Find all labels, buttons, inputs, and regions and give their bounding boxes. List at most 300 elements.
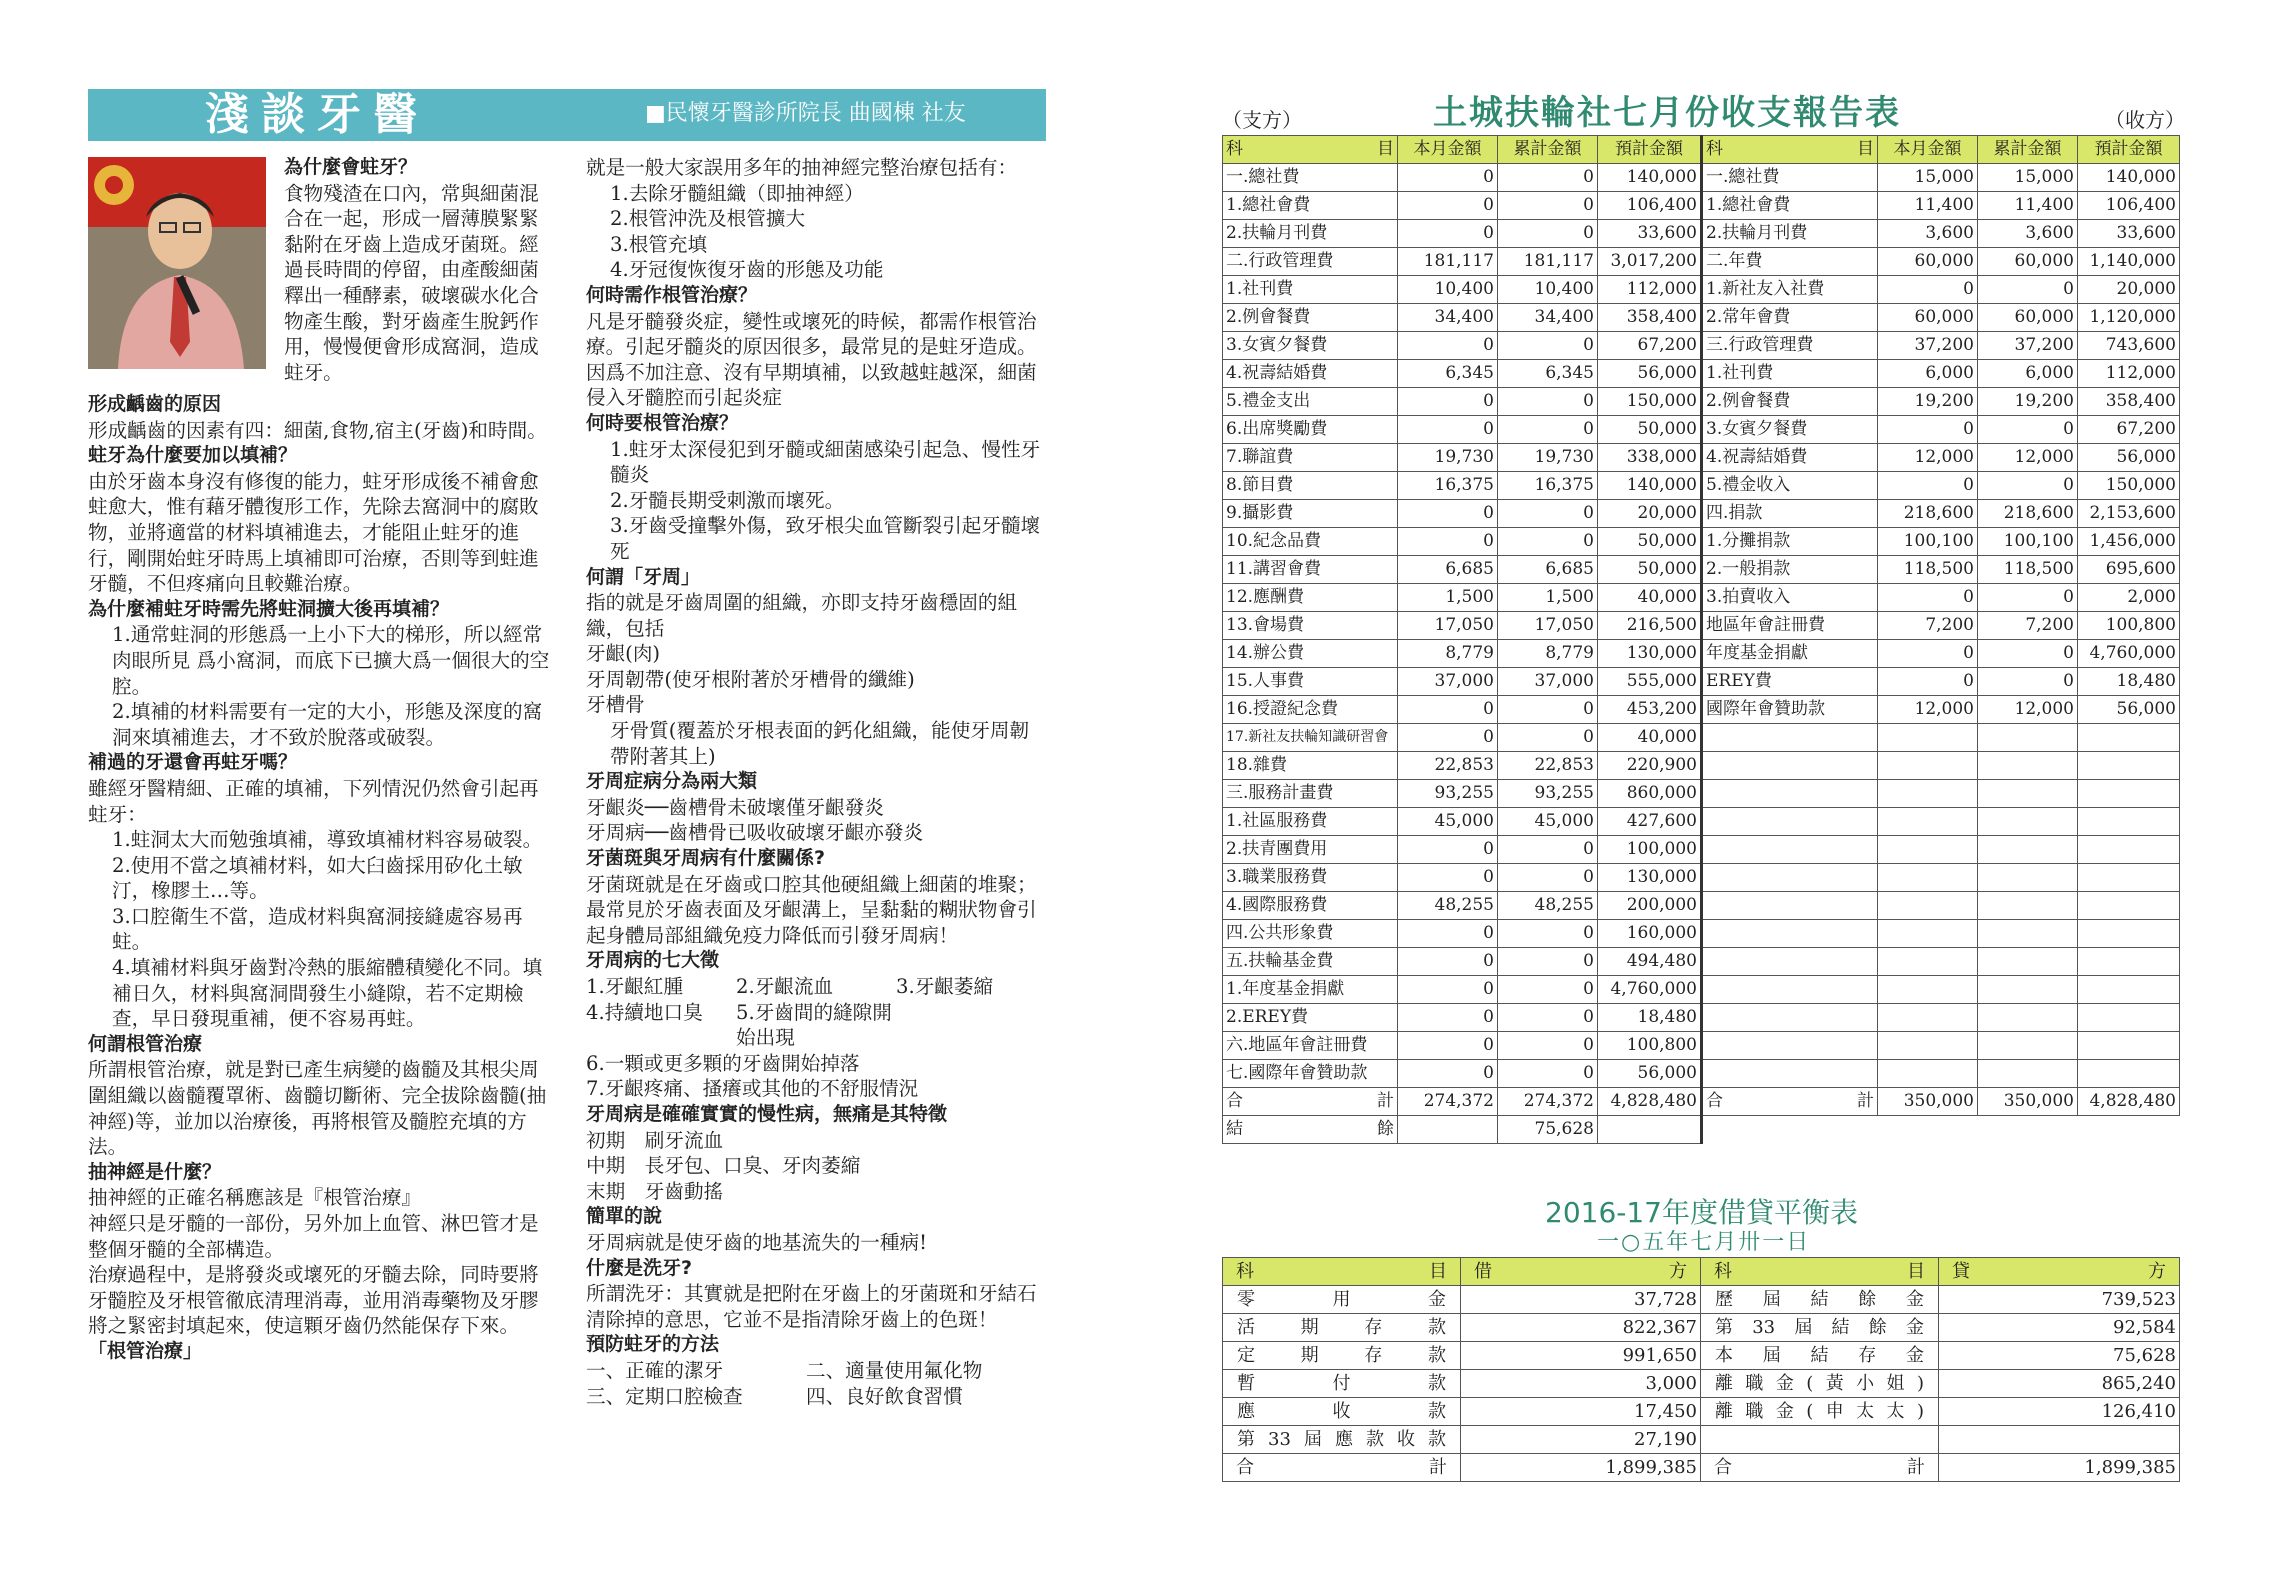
income-cumulative: 0 [1978,584,2078,612]
list-item: 3.口腔衛生不當，造成材料與窩洞接縫處容易再蛀。 [112,904,523,954]
list-item: 3.根管充填 [610,232,708,256]
list-item: 4.牙冠復恢復牙齒的形態及功能 [610,258,884,282]
income-label: （收方） [2105,108,2185,132]
expense-budget: 860,000 [1598,780,1702,808]
income-budget: 2,153,600 [2078,500,2180,528]
article-heading: 牙周症病分為兩大類 [586,770,758,793]
table-row [1223,724,2180,752]
income-budget: 2,000 [2078,584,2180,612]
article-paragraph: 牙周病就是使牙齒的地基流失的一種病! [586,1230,927,1254]
expense-budget: 200,000 [1598,892,1702,920]
income-cumulative: 60,000 [1978,304,2078,332]
expense-budget: 33,600 [1598,220,1702,248]
expense-cumulative: 0 [1498,724,1598,752]
income-month: 37,200 [1878,332,1978,360]
list-row [586,1358,1048,1384]
expense-item: 1.社區服務費 [1223,808,1398,836]
expense-item: 12.應酬費 [1223,584,1398,612]
income-month: 0 [1878,668,1978,696]
income-expense-table [1222,135,2180,1144]
expense-month: 0 [1398,920,1498,948]
income-month: 12,000 [1878,696,1978,724]
expense-budget: 100,000 [1598,836,1702,864]
income-item [1702,780,1878,808]
table-row [1223,1314,2180,1342]
speaker-photo [88,157,266,369]
expense-item: 四.公共形象費 [1223,920,1398,948]
income-budget: 33,600 [2078,220,2180,248]
expense-cumulative: 0 [1498,948,1598,976]
income-item: 5.禮金收入 [1702,472,1878,500]
income-cumulative [1978,948,2078,976]
expense-budget: 140,000 [1598,164,1702,192]
credit-item [1701,1426,1939,1454]
income-cumulative: 0 [1978,640,2078,668]
expense-budget: 453,200 [1598,696,1702,724]
expense-cumulative: 0 [1498,220,1598,248]
credit-item: 離職金(申太太) [1701,1398,1939,1426]
expense-item: 五.扶輪基金費 [1223,948,1398,976]
article-paragraph: 初期 刷牙流血 [586,1128,724,1152]
expense-budget: 216,500 [1598,612,1702,640]
income-month: 7,200 [1878,612,1978,640]
expense-item: 11.講習會費 [1223,556,1398,584]
income-item [1702,1060,1878,1088]
expense-month: 0 [1398,1060,1498,1088]
table-row [1223,1060,2180,1088]
expense-budget: 50,000 [1598,556,1702,584]
article-heading: 牙周病是確確實實的慢性病，無痛是其特徵 [586,1102,948,1125]
expense-cumulative: 181,117 [1498,248,1598,276]
table-row [1223,612,2180,640]
article-heading: 預防蛀牙的方法 [586,1333,720,1356]
debit-amount: 37,728 [1461,1286,1701,1314]
income-item: 3.拍賣收入 [1702,584,1878,612]
expense-cumulative: 0 [1498,388,1598,416]
article-heading: 補過的牙還會再蛀牙嗎？ [88,751,298,774]
balance-row: 結 餘 75,628 [1223,1116,2180,1144]
expense-item: 3.職業服務費 [1223,864,1398,892]
table-row [1223,220,2180,248]
income-cumulative [1978,920,2078,948]
expense-item: 2.扶青團費用 [1223,836,1398,864]
table-row [1223,304,2180,332]
expense-cumulative: 0 [1498,696,1598,724]
expense-budget: 100,800 [1598,1032,1702,1060]
income-month: 3,600 [1878,220,1978,248]
expense-budget: 50,000 [1598,528,1702,556]
credit-item: 離職金(黃小姐) [1701,1370,1939,1398]
list-row [586,1384,1048,1410]
list-item: 三、定期口腔檢查 [586,1384,743,1408]
expense-month: 45,000 [1398,808,1498,836]
article-paragraph: 牙齦(肉) [586,642,661,666]
credit-amount [1939,1426,2180,1454]
income-item: 2.一般捐款 [1702,556,1878,584]
table-row [1223,388,2180,416]
income-month: 0 [1878,276,1978,304]
expense-label: （支方） [1222,108,1302,132]
income-budget: 20,000 [2078,276,2180,304]
expense-item: 9.攝影費 [1223,500,1398,528]
income-cumulative [1978,752,2078,780]
income-month: 60,000 [1878,248,1978,276]
expense-item: 16.授證紀念費 [1223,696,1398,724]
article-heading: 抽神經是什麼？ [88,1160,222,1183]
expense-item: 2.扶輪月刊費 [1223,220,1398,248]
income-budget: 100,800 [2078,612,2180,640]
income-budget [2078,752,2180,780]
balance-total-row: 合 計 1,899,385 合 計 1,899,385 [1223,1454,2180,1482]
expense-month: 16,375 [1398,472,1498,500]
article-paragraph: 中期 長牙包、口臭、牙肉萎縮 [586,1154,861,1178]
income-budget [2078,864,2180,892]
income-item: EREY費 [1702,668,1878,696]
income-cumulative [1978,780,2078,808]
article-title: 淺談牙醫 [205,89,429,140]
expense-cumulative: 45,000 [1498,808,1598,836]
credit-amount: 75,628 [1939,1342,2180,1370]
list-item: 二、適量使用氟化物 [806,1358,983,1382]
expense-month: 19,730 [1398,444,1498,472]
debit-item: 活期存款 [1223,1314,1461,1342]
income-budget: 56,000 [2078,696,2180,724]
balance-sheet-table [1222,1257,2180,1482]
income-budget [2078,920,2180,948]
expense-budget: 130,000 [1598,864,1702,892]
article-paragraph: 神經只是牙髓的一部份，另外加上血管、淋巴管才是整個牙髓的全部構造。 [88,1212,539,1261]
income-item: 1.社刊費 [1702,360,1878,388]
expense-budget: 427,600 [1598,808,1702,836]
expense-item: 7.聯誼費 [1223,444,1398,472]
income-budget: 695,600 [2078,556,2180,584]
expense-month: 0 [1398,976,1498,1004]
expense-cumulative: 48,255 [1498,892,1598,920]
expense-cumulative: 17,050 [1498,612,1598,640]
article-paragraph: 形成齲齒的因素有四：細菌,食物,宿主(牙齒)和時間。 [88,418,547,442]
list-row [586,1000,1048,1051]
income-item: 2.扶輪月刊費 [1702,220,1878,248]
table-row [1223,500,2180,528]
income-month [1878,976,1978,1004]
expense-cumulative: 0 [1498,192,1598,220]
expense-item: 18.雜費 [1223,752,1398,780]
table-row [1223,1286,2180,1314]
table-row [1223,920,2180,948]
expense-budget: 18,480 [1598,1004,1702,1032]
expense-item: 1.社刊費 [1223,276,1398,304]
expense-cumulative: 34,400 [1498,304,1598,332]
table-row [1223,836,2180,864]
expense-item: 10.紀念品費 [1223,528,1398,556]
expense-cumulative: 0 [1498,1060,1598,1088]
income-budget [2078,836,2180,864]
article-paragraph: 就是一般大家誤用多年的抽神經完整治療包括有： [586,156,1018,179]
article-paragraph: 抽神經的正確名稱應該是『根管治療』 [88,1186,422,1210]
income-item: 二.年費 [1702,248,1878,276]
debit-item: 定期存款 [1223,1342,1461,1370]
income-month: 100,100 [1878,528,1978,556]
balance-header-row: 科 目 借 方 科 目 貸 方 [1223,1258,2180,1286]
list-item: 3.牙齒受撞擊外傷，致牙根尖血管斷裂引起牙髓壞死 [610,514,1041,563]
income-item: 國際年會贊助款 [1702,696,1878,724]
expense-month: 181,117 [1398,248,1498,276]
expense-month: 34,400 [1398,304,1498,332]
income-item: 4.祝壽結婚費 [1702,444,1878,472]
balance-sheet-title: 2016-17年度借貸平衡表 [1545,1196,1858,1229]
income-cumulative: 0 [1978,472,2078,500]
income-budget: 4,760,000 [2078,640,2180,668]
income-month [1878,948,1978,976]
income-item: 1.總社會費 [1702,192,1878,220]
income-cumulative: 19,200 [1978,388,2078,416]
income-budget [2078,780,2180,808]
debit-amount: 822,367 [1461,1314,1701,1342]
credit-item: 歷屆結餘金 [1701,1286,1939,1314]
income-budget: 743,600 [2078,332,2180,360]
article-heading: 蛀牙為什麼要加以填補？ [88,444,298,467]
debit-amount: 991,650 [1461,1342,1701,1370]
expense-month: 0 [1398,724,1498,752]
income-month [1878,836,1978,864]
income-budget [2078,892,2180,920]
list-item: 2.填補的材料需要有一定的大小，形態及深度的窩洞來填補進去，才不致於脫落或破裂。 [112,700,543,749]
income-item [1702,836,1878,864]
income-month: 218,600 [1878,500,1978,528]
expense-budget: 150,000 [1598,388,1702,416]
list-item: 2.牙髓長期受刺激而壞死。 [610,488,845,512]
table-row [1223,444,2180,472]
expense-budget: 56,000 [1598,360,1702,388]
income-item: 四.捐款 [1702,500,1878,528]
expense-item: 3.女賓夕餐費 [1223,332,1398,360]
expense-item: 5.禮金支出 [1223,388,1398,416]
income-cumulative: 100,100 [1978,528,2078,556]
article-heading: 形成齲齒的原因 [88,393,222,415]
income-budget [2078,724,2180,752]
article-paragraph: 末期 牙齒動搖 [586,1179,724,1203]
table-row [1223,276,2180,304]
expense-budget: 160,000 [1598,920,1702,948]
income-budget: 67,200 [2078,416,2180,444]
income-month: 60,000 [1878,304,1978,332]
income-month [1878,864,1978,892]
table-row [1223,528,2180,556]
income-month [1878,1032,1978,1060]
income-budget: 106,400 [2078,192,2180,220]
income-item [1702,892,1878,920]
expense-cumulative: 0 [1498,920,1598,948]
income-budget: 112,000 [2078,360,2180,388]
income-cumulative [1978,724,2078,752]
income-cumulative: 0 [1978,416,2078,444]
income-item: 三.行政管理費 [1702,332,1878,360]
income-month: 118,500 [1878,556,1978,584]
income-month: 6,000 [1878,360,1978,388]
expense-month: 0 [1398,1004,1498,1032]
income-cumulative: 12,000 [1978,696,2078,724]
expense-month: 48,255 [1398,892,1498,920]
article-column-2 [586,155,1048,1409]
table-row [1223,1342,2180,1370]
income-month: 19,200 [1878,388,1978,416]
expense-item: 七.國際年會贊助款 [1223,1060,1398,1088]
expense-month: 0 [1398,388,1498,416]
expense-month: 37,000 [1398,668,1498,696]
income-item [1702,920,1878,948]
expense-item: 4.國際服務費 [1223,892,1398,920]
list-item: 3.牙齦萎縮 [896,975,994,998]
article-heading: 何時要根管治療？ [586,411,739,434]
income-cumulative [1978,1060,2078,1088]
article-paragraph: 凡是牙髓發炎症，變性或壞死的時候，都需作根管治療。引起牙髓炎的原因很多，最常見的是蛀牙造成。因爲不加注意、沒有早期填補，以致越蛀越深，細菌侵入牙髓腔而引起炎症 [586,309,1037,410]
list-item: 1.牙齦紅腫 [586,975,684,998]
table-row [1223,640,2180,668]
income-budget: 1,120,000 [2078,304,2180,332]
expense-budget: 106,400 [1598,192,1702,220]
article-author: ■民懷牙醫診所院長 曲國棟 社友 [645,101,966,126]
article-column-1 [88,392,553,1365]
income-budget: 18,480 [2078,668,2180,696]
expense-month: 0 [1398,948,1498,976]
debit-item: 零用金 [1223,1286,1461,1314]
expense-cumulative: 16,375 [1498,472,1598,500]
table-row [1223,864,2180,892]
table-row [1223,892,2180,920]
list-item: 5.牙齒間的縫隙開始出現 [736,1000,892,1050]
article-heading: 何時需作根管治療？ [586,283,758,306]
expense-item: 1.年度基金捐獻 [1223,976,1398,1004]
article-paragraph: 治療過程中，是將發炎或壞死的牙髓去除，同時要將牙髓腔及牙根管徹底清理消毒，並用消毒藥物及牙膠將之緊密封填起來，使這顆牙齒仍然能保存下來。 [88,1263,539,1338]
expense-month: 0 [1398,500,1498,528]
expense-budget: 140,000 [1598,472,1702,500]
income-budget: 56,000 [2078,444,2180,472]
income-cumulative: 3,600 [1978,220,2078,248]
total-row: 合 計 274,372 274,372 4,828,480 合 計 350,000 350,000 4,828,480 [1223,1088,2180,1116]
article-paragraph: 7.牙齦疼痛、搔癢或其他的不舒服情況 [586,1077,919,1101]
expense-month: 8,779 [1398,640,1498,668]
expense-cumulative: 0 [1498,500,1598,528]
income-cumulative [1978,808,2078,836]
table-row [1223,332,2180,360]
table-row [1223,780,2180,808]
income-item: 地區年會註冊費 [1702,612,1878,640]
debit-item: 應收款 [1223,1398,1461,1426]
article-paragraph: 牙槽骨 [586,693,645,717]
article-heading: 何謂「牙周」 [586,565,701,588]
expense-budget: 67,200 [1598,332,1702,360]
expense-month: 6,345 [1398,360,1498,388]
list-item: 1.蛀牙太深侵犯到牙髓或細菌感染引起急、慢性牙髓炎 [610,437,1041,487]
article-heading: 什麼是洗牙? [586,1256,693,1279]
table-row [1223,1426,2180,1454]
expense-item: 2.EREY費 [1223,1004,1398,1032]
expense-cumulative: 37,000 [1498,668,1598,696]
income-budget [2078,976,2180,1004]
table-row [1223,1370,2180,1398]
table-row [1223,696,2180,724]
income-budget: 150,000 [2078,472,2180,500]
credit-amount: 739,523 [1939,1286,2180,1314]
table-header-row: 科 目 本月金額 累計金額 預計金額 科 目 本月金額 累計金額 預計金額 [1223,136,2180,164]
table-row [1223,360,2180,388]
list-item: 一、正確的潔牙 [586,1358,724,1382]
expense-budget: 358,400 [1598,304,1702,332]
article-column-1-top [284,155,554,385]
expense-item: 13.會場費 [1223,612,1398,640]
income-item [1702,752,1878,780]
table-row [1223,472,2180,500]
income-month: 0 [1878,416,1978,444]
income-month [1878,752,1978,780]
expense-budget: 112,000 [1598,276,1702,304]
expense-budget: 220,900 [1598,752,1702,780]
expense-month: 17,050 [1398,612,1498,640]
income-item [1702,724,1878,752]
income-item: 1.分攤捐款 [1702,528,1878,556]
debit-item: 暫付款 [1223,1370,1461,1398]
expense-cumulative: 22,853 [1498,752,1598,780]
income-cumulative: 15,000 [1978,164,2078,192]
income-item [1702,864,1878,892]
expense-item: 15.人事費 [1223,668,1398,696]
article-paragraph: 所謂洗牙：其實就是把附在牙齒上的牙菌斑和牙結石清除掉的意思，它並不是指清除牙齒上的色斑！ [586,1282,1037,1331]
credit-amount: 92,584 [1939,1314,2180,1342]
expense-budget: 40,000 [1598,584,1702,612]
income-cumulative: 11,400 [1978,192,2078,220]
table-row [1223,416,2180,444]
income-month: 12,000 [1878,444,1978,472]
income-budget [2078,948,2180,976]
balance-sheet-date: 一○五年七月卅一日 [1597,1230,1811,1255]
list-row [586,974,1048,1000]
expense-month: 6,685 [1398,556,1498,584]
expense-month: 0 [1398,332,1498,360]
expense-cumulative: 0 [1498,1004,1598,1032]
debit-amount: 27,190 [1461,1426,1701,1454]
expense-budget: 4,760,000 [1598,976,1702,1004]
income-month [1878,892,1978,920]
expense-month: 0 [1398,836,1498,864]
income-month: 15,000 [1878,164,1978,192]
expense-item: 8.節目費 [1223,472,1398,500]
article-paragraph: 牙周韌帶(使牙根附著於牙槽骨的纖維) [586,667,915,691]
expense-budget: 40,000 [1598,724,1702,752]
income-item: 一.總社費 [1702,164,1878,192]
list-item: 4.持續地口臭 [586,1000,703,1024]
expense-month: 22,853 [1398,752,1498,780]
table-row [1223,1004,2180,1032]
list-item: 2.牙齦流血 [736,975,834,998]
expense-month: 0 [1398,1032,1498,1060]
income-item: 2.常年會費 [1702,304,1878,332]
expense-budget: 20,000 [1598,500,1702,528]
article-heading: 牙周病的七大徵 [586,949,720,972]
expense-cumulative: 0 [1498,976,1598,1004]
expense-cumulative: 93,255 [1498,780,1598,808]
expense-item: 2.例會餐費 [1223,304,1398,332]
income-budget: 358,400 [2078,388,2180,416]
expense-item: 1.總社會費 [1223,192,1398,220]
income-cumulative [1978,1032,2078,1060]
list-item: 4.填補材料與牙齒對冷熱的脹縮體積變化不同。填補日久，材料與窩洞間發生小縫隙，若不定期檢查，早日發現重補，便不容易再蛀。 [112,956,543,1031]
expense-cumulative: 10,400 [1498,276,1598,304]
income-cumulative: 37,200 [1978,332,2078,360]
table-row [1223,668,2180,696]
expense-item: 4.祝壽結婚費 [1223,360,1398,388]
expense-budget: 50,000 [1598,416,1702,444]
article-paragraph: 6.一顆或更多顆的牙齒開始掉落 [586,1051,860,1075]
